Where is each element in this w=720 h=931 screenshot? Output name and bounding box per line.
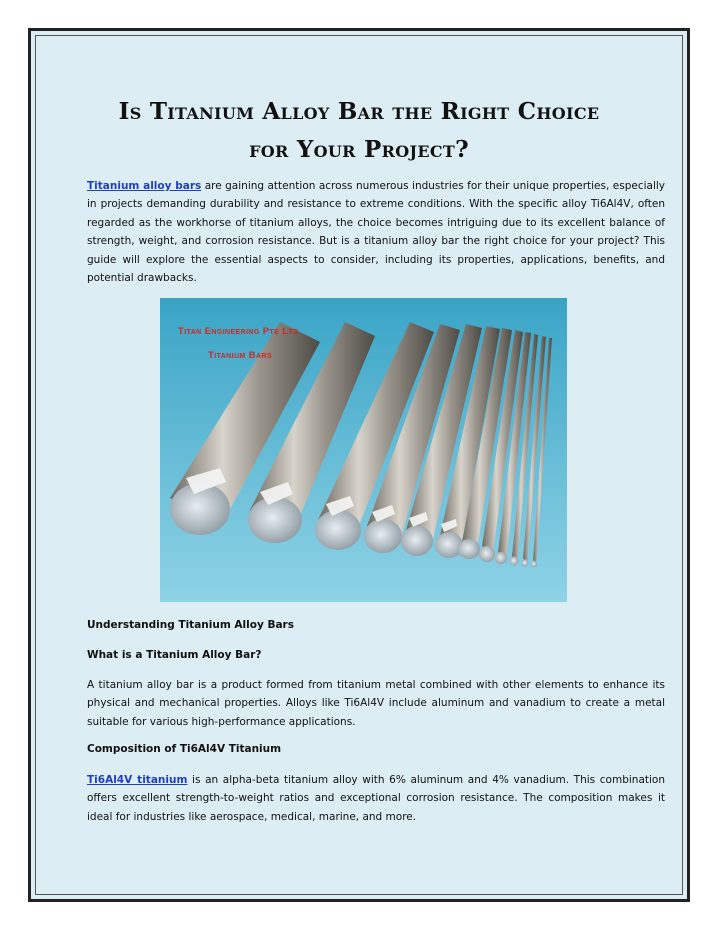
composition-paragraph [87, 771, 665, 826]
page-title [31, 93, 687, 169]
titanium-alloy-bars-link[interactable]: Titanium alloy bars [87, 180, 202, 192]
section-heading-composition: Composition of Ti6Al4V Titanium [87, 743, 282, 755]
section-heading-what-is: What is a Titanium Alloy Bar? [87, 649, 262, 661]
composition-text: is an alpha-beta titanium alloy with 6% aluminum and 4% vanadium. This combination offers excellent strength-to-weight ratios and exceptional corrosion resistance. The composition makes it ideal for industries like aerospace, medical, marine, and more. [87, 774, 665, 823]
titanium-bars-photo [160, 298, 567, 602]
page-frame [28, 28, 690, 902]
intro-paragraph [87, 177, 665, 287]
intro-text: are gaining attention across numerous industries for their unique properties, especially in projects demanding durability and resistance to extreme conditions. With the specific alloy Ti6Al4V, often regarded as the workhorse of titanium alloys, the choice becomes intriguing due to its excellent balance of strength, weight, and corrosion resistance. But is a titanium alloy bar the right choice for your project? This guide will explore the essential aspects to consider, including its properties, applications, benefits, and potential drawbacks. [87, 180, 665, 285]
what-is-paragraph: A titanium alloy bar is a product formed from titanium metal combined with other elements to enhance its physical and mechanical properties. Alloys like Ti6Al4V include aluminum and vanadium to create a metal suitable for various high-performance applications. [87, 679, 665, 728]
section-heading-understanding: Understanding Titanium Alloy Bars [87, 619, 294, 631]
product-label: Titanium Bars [208, 350, 272, 361]
title-line-2: for Your Project? [249, 136, 469, 163]
ti6al4v-titanium-link[interactable]: Ti6Al4V titanium [87, 774, 188, 786]
company-label: Titan Engineering Pte Ltd [178, 326, 299, 337]
title-line-1: Is Titanium Alloy Bar the Right Choice [118, 98, 600, 125]
bars-illustration [160, 298, 567, 602]
